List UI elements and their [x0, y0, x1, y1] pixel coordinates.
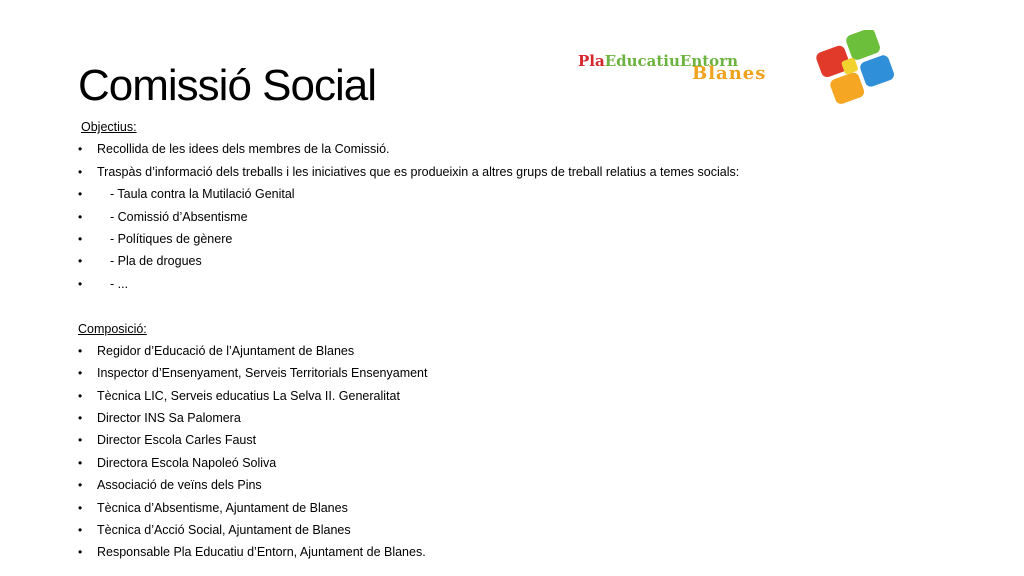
logo-text-educatiu-entorn: EducatiuEntorn: [604, 52, 738, 70]
composicio-item: • Responsable Pla Educatiu d’Entorn, Ajuntament de Blanes.: [78, 541, 978, 563]
composicio-item: • Tècnica d’Absentisme, Ajuntament de Blanes: [78, 497, 978, 519]
logo-text-pla: Pla: [578, 52, 605, 70]
composicio-heading: Composició:: [78, 321, 147, 336]
section-spacer: [78, 295, 978, 317]
slide-content: [78, 116, 978, 564]
objectiu-item: • Recollida de les idees dels membres de la Comissió.: [78, 138, 978, 160]
composicio-item: • Tècnica LIC, Serveis educatius La Selva II. Generalitat: [78, 385, 978, 407]
composicio-item: • Inspector d’Ensenyament, Serveis Territorials Ensenyament: [78, 362, 978, 384]
objectiu-subitem: • - Pla de drogues: [78, 250, 978, 272]
slide-title: Comissió Social: [78, 61, 376, 110]
composicio-item: • Director INS Sa Palomera: [78, 407, 978, 429]
logo-squares-icon: [804, 30, 914, 106]
objectiu-subitem: • - Taula contra la Mutilació Genital: [78, 183, 978, 205]
objectiu-subitem: • - Polítiques de gènere: [78, 228, 978, 250]
objectiu-subitem: • - Comissió d’Absentisme: [78, 206, 978, 228]
composicio-item: • Tècnica d’Acció Social, Ajuntament de Blanes: [78, 519, 978, 541]
composicio-item: • Regidor d’Educació de l’Ajuntament de Blanes: [78, 340, 978, 362]
composicio-item: • Director Escola Carles Faust: [78, 429, 978, 451]
objectiu-item: • Traspàs d’informació dels treballs i les iniciatives que es produeixin a altres grups de treball relatius a temes socials:: [78, 161, 978, 183]
logo-text-blanes: Blanes: [692, 63, 767, 84]
composicio-item: • Associació de veïns dels Pins: [78, 474, 978, 496]
pla-educatiu-entorn-logo: [574, 30, 914, 106]
composicio-item: • Directora Escola Napoleó Soliva: [78, 452, 978, 474]
objectiu-subitem: • - ...: [78, 273, 978, 295]
objectius-heading: Objectius:: [81, 120, 137, 134]
